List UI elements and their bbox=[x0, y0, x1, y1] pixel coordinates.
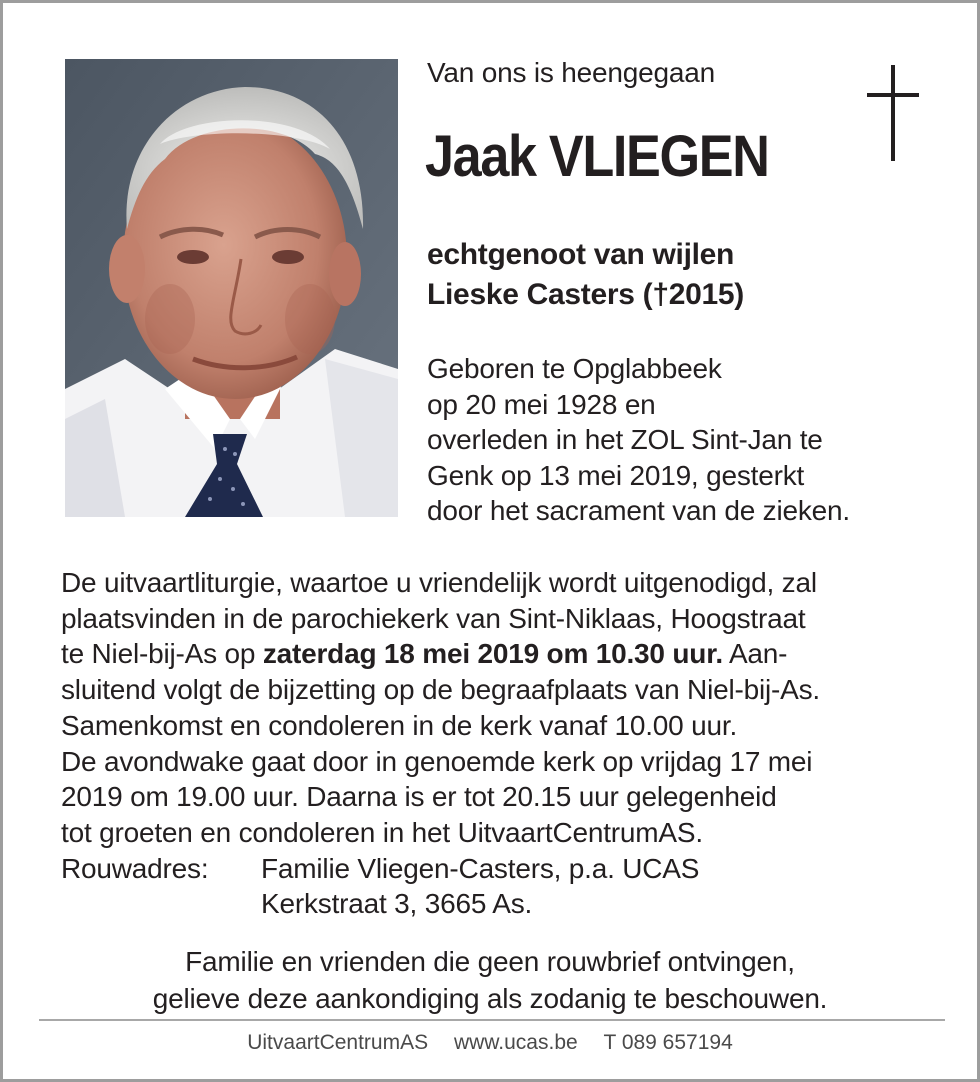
address-label: Rouwadres: bbox=[61, 852, 209, 884]
footer-company: UitvaartCentrumAS bbox=[247, 1031, 429, 1054]
birth-death-info bbox=[427, 351, 850, 529]
body-line: De uitvaartliturgie, waartoe u vriendelijk wordt uitgenodigd, zal bbox=[61, 567, 817, 598]
address-line bbox=[61, 851, 941, 887]
notice-line: gelieve deze aankondiging als zodanig te beschouwen. bbox=[152, 983, 828, 1014]
intro-text: Van ons is heengegaan bbox=[427, 57, 715, 88]
body-line: Samenkomst en condoleren in de kerk vanaf 10.00 uur. bbox=[61, 709, 738, 741]
birth-line: overleden in het ZOL Sint-Jan te bbox=[427, 424, 823, 455]
footer-website[interactable]: www.ucas.be bbox=[453, 1031, 578, 1054]
funeral-details bbox=[61, 565, 941, 922]
body-line: tot groeten en condoleren in het UitvaartCentrumAS. bbox=[61, 816, 703, 848]
birth-line: Genk op 13 mei 2019, gesterkt bbox=[427, 459, 805, 491]
funeral-datetime: zaterdag 18 mei 2019 om 10.30 uur. bbox=[262, 638, 723, 670]
footer-phone: T 089 657194 bbox=[603, 1031, 733, 1054]
birth-line: door het sacrament van de zieken. bbox=[427, 495, 850, 526]
birth-line: Geboren te Opglabbeek bbox=[427, 353, 722, 384]
body-text: te Niel-bij-As op bbox=[61, 638, 263, 670]
body-line bbox=[61, 636, 941, 672]
birth-line: op 20 mei 1928 en bbox=[427, 388, 656, 420]
body-line: sluitend volgt de bijzetting op de begraafplaats van Niel-bij-As. bbox=[61, 674, 821, 706]
address-value: Kerkstraat 3, 3665 As. bbox=[261, 888, 533, 920]
spouse-info bbox=[427, 235, 744, 315]
body-text: Aan- bbox=[722, 638, 788, 670]
spouse-line: echtgenoot van wijlen bbox=[427, 238, 735, 271]
notice-line: Familie en vrienden die geen rouwbrief ontvingen, bbox=[185, 946, 795, 977]
body-line: De avondwake gaat door in genoemde kerk op vrijdag 17 mei bbox=[61, 745, 813, 777]
body-line: plaatsvinden in de parochiekerk van Sint-Niklaas, Hoogstraat bbox=[61, 602, 806, 634]
spouse-line: Lieske Casters (†2015) bbox=[427, 278, 744, 311]
notice-text bbox=[3, 943, 977, 1017]
latin-cross-icon bbox=[863, 61, 923, 161]
footer-divider bbox=[39, 1019, 945, 1021]
address-value: Familie Vliegen-Casters, p.a. UCAS bbox=[261, 852, 700, 884]
body-line: 2019 om 19.00 uur. Daarna is er tot 20.15 uur gelegenheid bbox=[61, 781, 777, 813]
address-line bbox=[61, 886, 941, 922]
deceased-name: Jaak VLIEGEN bbox=[425, 124, 769, 189]
portrait-photo bbox=[65, 59, 398, 517]
portrait-image bbox=[65, 59, 398, 517]
footer bbox=[3, 1031, 977, 1055]
